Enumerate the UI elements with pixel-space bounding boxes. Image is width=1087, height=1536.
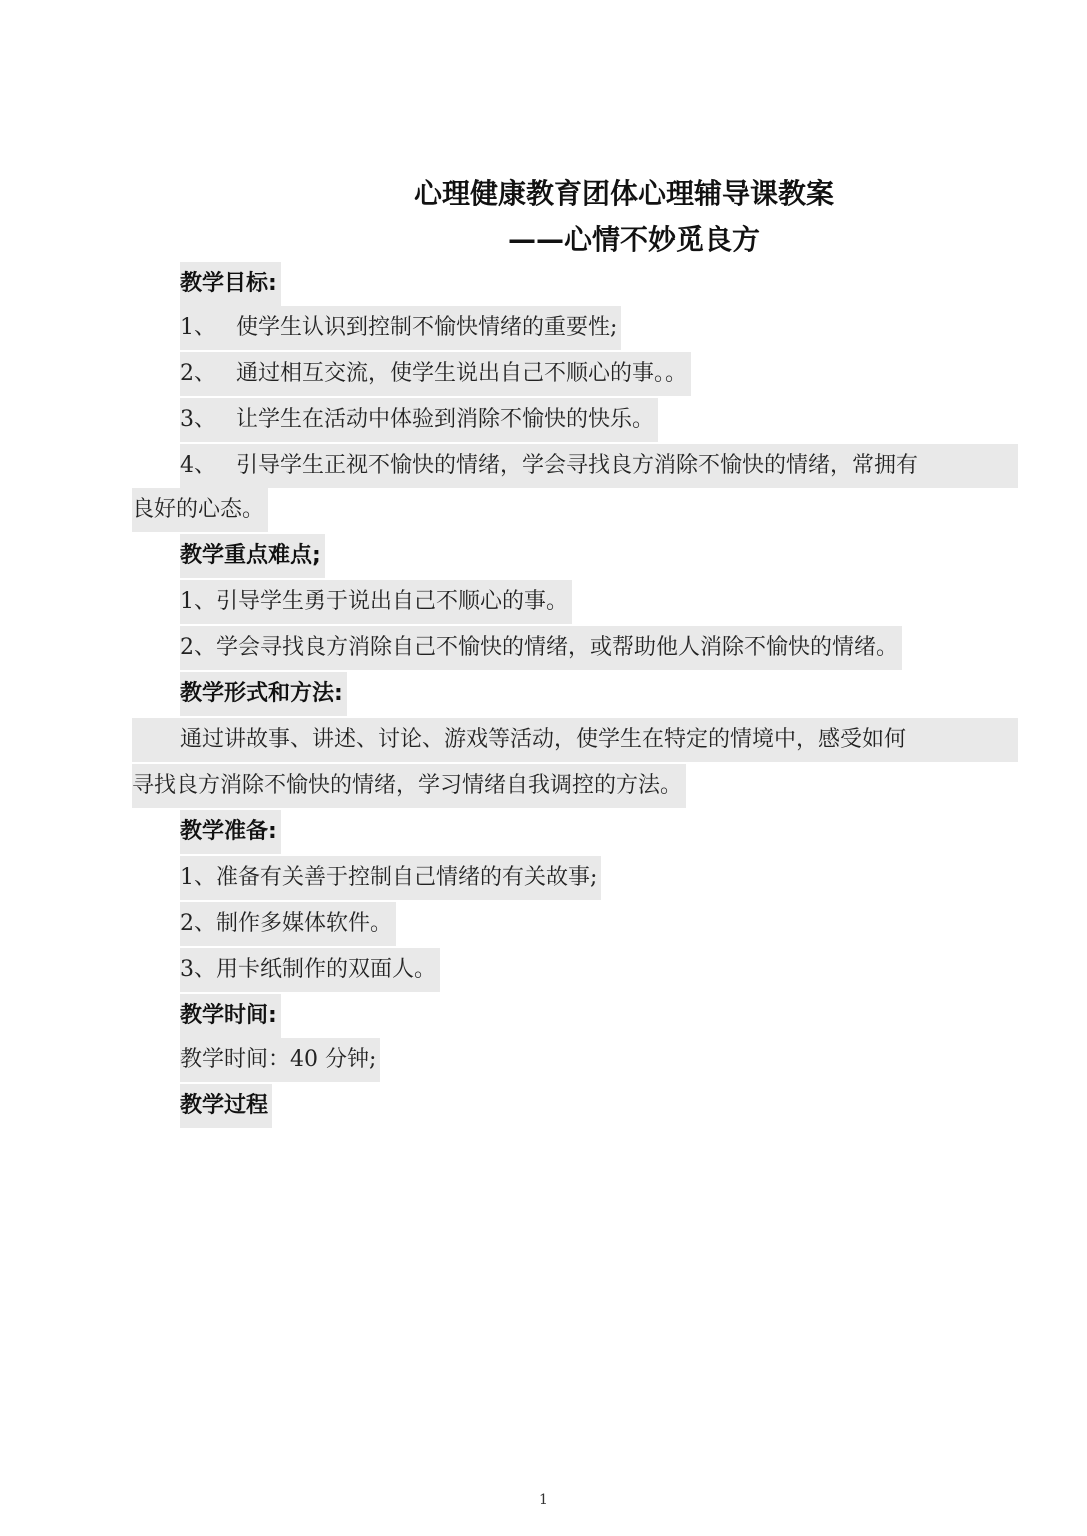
objectives-heading: 教学目标: xyxy=(180,262,281,306)
preparation-item-2: 2、制作多媒体软件。 xyxy=(180,902,396,946)
objective-text: 引导学生正视不愉快的情绪，学会寻找良方消除不愉快的情绪，常拥有 xyxy=(236,453,919,478)
objective-num: 3、 xyxy=(180,407,216,432)
key-point-item-1: 1、引导学生勇于说出自己不顺心的事。 xyxy=(180,580,572,624)
methods-paragraph-line-1: 通过讲故事、讲述、讨论、游戏等活动，使学生在特定的情境中，感受如何 xyxy=(132,718,1018,762)
preparation-item-1: 1、准备有关善于控制自己情绪的有关故事; xyxy=(180,856,601,900)
objective-text: 使学生认识到控制不愉快情绪的重要性; xyxy=(236,315,618,340)
document-subtitle: ——心情不妙觅良方 xyxy=(508,223,761,256)
objective-num: 2、 xyxy=(180,361,216,386)
time-heading: 教学时间: xyxy=(180,994,281,1038)
objective-item-1 xyxy=(180,306,621,350)
process-heading: 教学过程 xyxy=(180,1084,272,1128)
time-text: 教学时间：40 分钟; xyxy=(180,1038,380,1082)
document-title: 心理健康教育团体心理辅导课教案 xyxy=(414,177,835,210)
objective-item-3 xyxy=(180,398,658,442)
page-number: 1 xyxy=(539,1492,548,1508)
methods-paragraph-line-2: 寻找良方消除不愉快的情绪，学习情绪自我调控的方法。 xyxy=(132,764,686,808)
objective-num: 4、 xyxy=(180,453,216,478)
key-point-item-2: 2、学会寻找良方消除自己不愉快的情绪，或帮助他人消除不愉快的情绪。 xyxy=(180,626,902,670)
objective-item-4 xyxy=(180,444,1018,488)
methods-heading: 教学形式和方法: xyxy=(180,672,347,716)
objective-item-2 xyxy=(180,352,691,396)
preparation-heading: 教学准备: xyxy=(180,810,281,854)
key-points-heading: 教学重点难点; xyxy=(180,534,325,578)
objective-text: 让学生在活动中体验到消除不愉快的快乐。 xyxy=(236,407,655,432)
objective-text: 通过相互交流，使学生说出自己不顺心的事。。 xyxy=(236,361,688,386)
objective-item-4-continued: 良好的心态。 xyxy=(132,488,268,532)
preparation-item-3: 3、用卡纸制作的双面人。 xyxy=(180,948,440,992)
objective-num: 1、 xyxy=(180,315,216,340)
